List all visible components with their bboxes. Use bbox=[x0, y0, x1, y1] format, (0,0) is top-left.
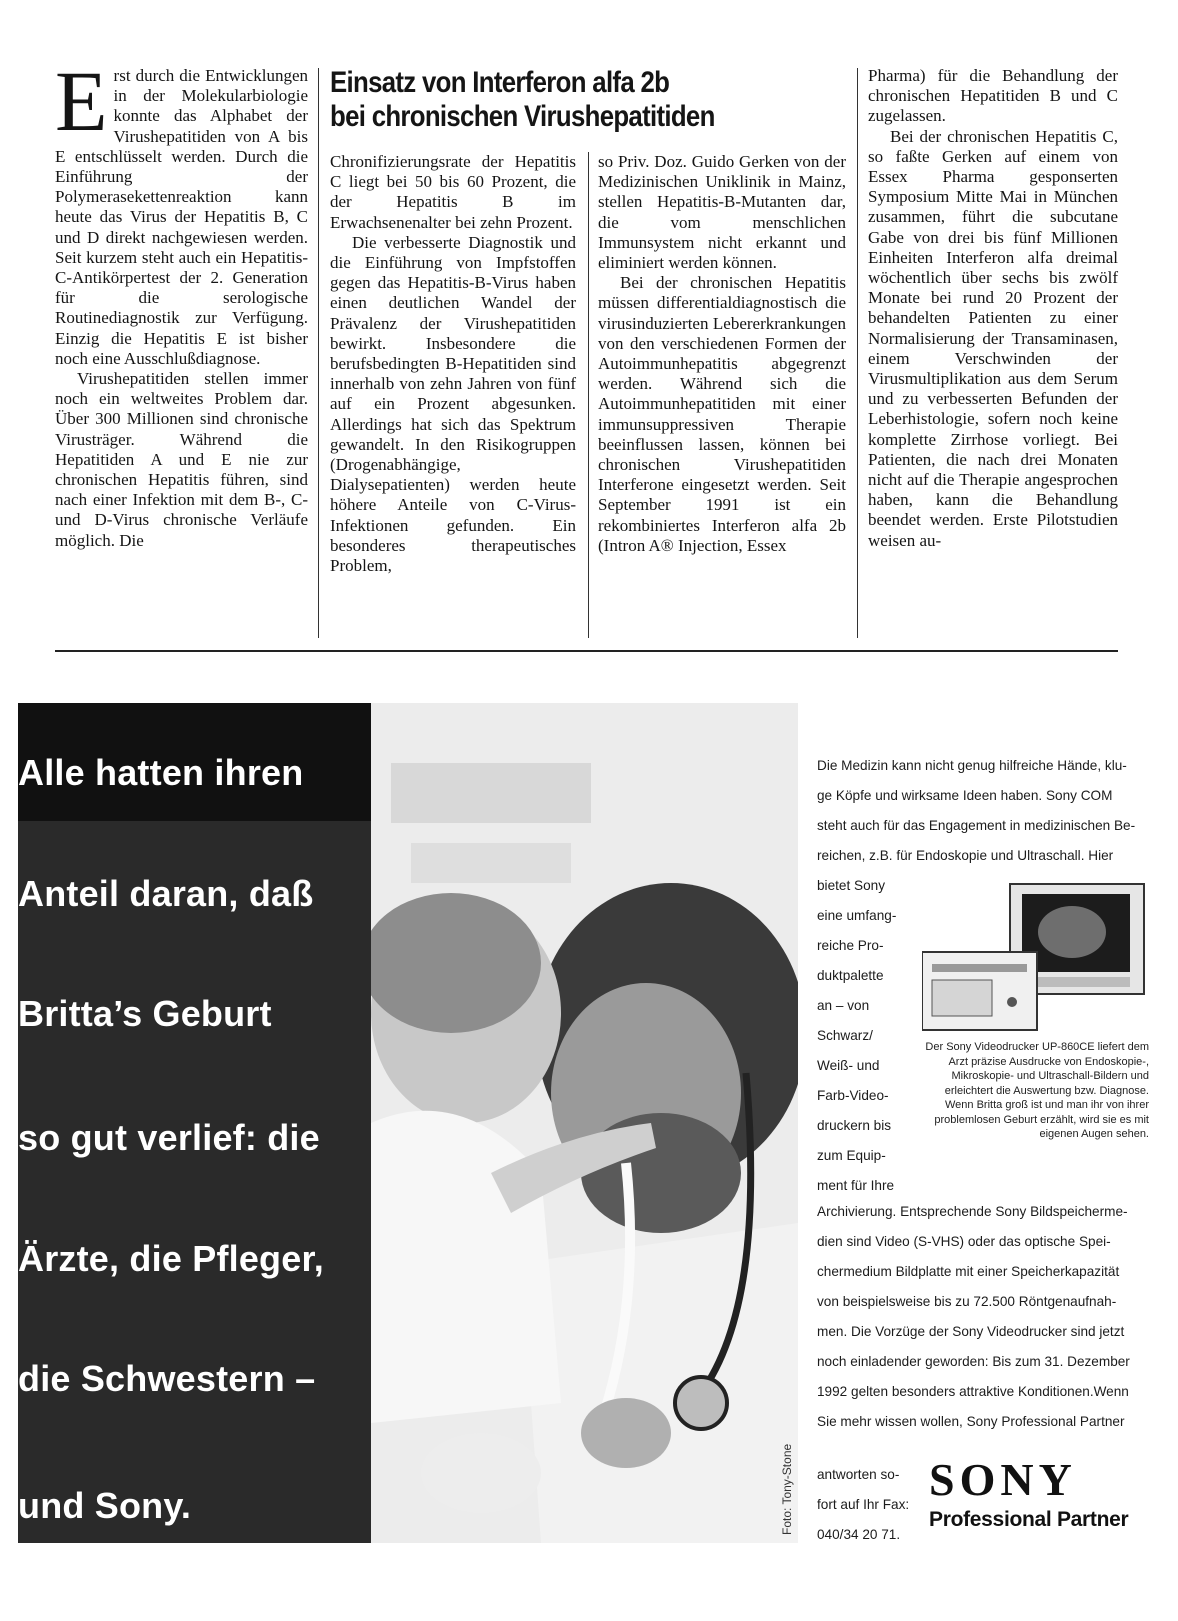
ad-text-line: Archivierung. Entsprechende Sony Bildspeicherme- bbox=[817, 1204, 1128, 1219]
fax-contact bbox=[817, 1460, 909, 1550]
article-paragraph: Bei der chronischen Hepatitis müssen differentialdiagnostisch die virusinduzierten Lebererkrankungen von den verschiedenen Formen der Autoimmunhepatitis abgegrenzt werden. Während sich die Autoimmunhepatitiden mit einer immunsuppressiven Therapie beeinflussen lassen, können bei chronischen Virushepatitiden Interferone eingesetzt werden. Seit September 1991 ist ein rekombiniertes Interferon alfa 2b (Intron A® Injection, Essex bbox=[598, 273, 846, 555]
fax-number: 040/34 20 71. bbox=[817, 1527, 901, 1542]
sony-logo: SONY bbox=[929, 1454, 1077, 1505]
article-column-3 bbox=[598, 152, 846, 556]
ad-photo bbox=[371, 703, 798, 1543]
drop-cap: E bbox=[55, 53, 108, 149]
ad-text-line: Schwarz/ bbox=[817, 1028, 873, 1043]
ad-text-line: ge Köpfe und wirksame Ideen haben. Sony COM bbox=[817, 788, 1113, 803]
ad-text-line: druckern bis bbox=[817, 1118, 892, 1133]
article-paragraph: Die verbesserte Diagnostik und die Einführung von Impfstoffen gegen das Hepatitis-B-Virus haben einen deutlichen Wandel der Prävalenz der Virushepatitiden bewirkt. Insbesondere die berufsbedingten B-Hepatitiden sind innerhalb von zehn Jahren von fünf auf ein Prozent abgesunken. Allerdings hat sich das Spektrum gewandelt. In den Risikogruppen (Drogenabhängige, Dialysepatienten) werden heute höhere Anteile von C-Virus-Infektionen gefunden. Ein besonderes therapeutisches Problem, bbox=[330, 232, 576, 576]
ad-text-line: 1992 gelten besonders attraktive Konditionen.Wenn bbox=[817, 1384, 1129, 1399]
doctor-baby-photo bbox=[371, 703, 798, 1543]
ad-slogan-line: Ärzte, die Pfleger, bbox=[18, 1238, 324, 1279]
article-paragraph: Bei der chronischen Hepatitis C, so faßte Gerken auf einem von Essex Pharma gesponserten Symposium Mitte Mai in München zusammen, führt die subcutane Gabe von drei bis fünf Millionen Einheiten Interferon alfa dreimal wöchentlich über sechs bis zwölf Monate bei rund 20 Prozent der behandelten Patienten zu einer Normalisierung der Transaminasen, einem Verschwinden der Virusmultiplikation aus dem Serum und zu verbesserten Befunden der Leberhistologie, sofern noch keine komplette Zirrhose vorliegt. Bei Patienten, die nach drei Monaten nicht auf die Therapie angesprochen haben, kann die Behandlung beendet werden. Erste Pilotstudien weisen au- bbox=[868, 126, 1118, 550]
ad-body-bottom bbox=[817, 1197, 1149, 1437]
monitor-printer-icon bbox=[922, 882, 1148, 1032]
ad-slogan-line: so gut verlief: die bbox=[18, 1117, 320, 1158]
ad-slogan-line: und Sony. bbox=[18, 1485, 192, 1526]
ad-text-line: duktpalette bbox=[817, 968, 884, 983]
ad-text-line: bietet Sony bbox=[817, 878, 886, 893]
ad-text-line: noch einladender geworden: Bis zum 31. Dezember bbox=[817, 1354, 1130, 1369]
article-paragraph: rst durch die Entwicklungen in der Molekularbiologie konnte das Alphabet der Virushepatitiden von A bis E entschlüsselt werden. Durch die Einführung der Polymerasekettenreaktion kann heute das Virus der Hepatitis B, C und D direkt nachgewiesen werden. Seit kurzem steht auch ein Hepatitis-C-Antikörpertest der 2. Generation für die serologische Routinediagnostik zur Verfügung. Einzig die Hepatitis E ist bisher noch eine Ausschlußdiagnose. bbox=[55, 66, 308, 368]
ad-text-line: Sie mehr wissen wollen, Sony Professional Partner bbox=[817, 1414, 1125, 1429]
ad-body-narrow bbox=[817, 871, 917, 1201]
article-paragraph: Chronifizierungsrate der Hepatitis C liegt bei 50 bis 60 Prozent, die der Hepatitis B im Erwachsenenalter bei zehn Prozent. bbox=[330, 152, 576, 232]
ad-text-line: zum Equip- bbox=[817, 1148, 886, 1163]
article-headline bbox=[330, 66, 777, 134]
ad-text-line: an – von bbox=[817, 998, 870, 1013]
column-divider bbox=[588, 152, 589, 638]
ad-slogan-line: Britta’s Geburt bbox=[18, 993, 272, 1034]
ad-text-line: Die Medizin kann nicht genug hilfreiche Hände, klu- bbox=[817, 758, 1127, 773]
ad-text-line: reiche Pro- bbox=[817, 938, 884, 953]
ad-text-line: dien sind Video (S-VHS) oder das optische Spei- bbox=[817, 1234, 1111, 1249]
ad-text-line: antworten so- bbox=[817, 1467, 900, 1482]
ad-slogan-panel-lower bbox=[18, 821, 371, 1543]
ad-text-line: Weiß- und bbox=[817, 1058, 880, 1073]
column-divider bbox=[857, 68, 858, 638]
ad-text-line: chermedium Bildplatte mit einer Speicherkapazität bbox=[817, 1264, 1120, 1279]
article-column-1 bbox=[55, 53, 308, 551]
photo-credit: Foto: Tony-Stone bbox=[780, 1443, 794, 1535]
section-divider bbox=[55, 650, 1118, 652]
ad-text-line: steht auch für das Engagement in medizinischen Be- bbox=[817, 818, 1136, 833]
article-column-4 bbox=[868, 66, 1118, 551]
ad-text-line: ment für Ihre bbox=[817, 1178, 895, 1193]
headline-line-2: bei chronischen Virushepatitiden bbox=[330, 100, 715, 133]
headline-line-1: Einsatz von Interferon alfa 2b bbox=[330, 66, 670, 99]
ad-text-line: eine umfang- bbox=[817, 908, 897, 923]
ad-text-line: von beispielsweise bis zu 72.500 Röntgenaufnah- bbox=[817, 1294, 1117, 1309]
article-column-2 bbox=[330, 152, 576, 576]
article-paragraph: Pharma) für die Behandlung der chronischen Hepatitiden B und C zugelassen. bbox=[868, 66, 1118, 126]
sony-tagline: Professional Partner bbox=[929, 1508, 1129, 1531]
product-caption: Der Sony Videodrucker UP-860CE liefert dem Arzt präzise Ausdrucke von Endoskopie-, Mikroskopie- und Ultraschall-Bildern und erleichtert die Auswertung bzw. Diagnose. Wenn Britta groß ist und man ihr von ihrer problemlosen Geburt erzählt, wird sie es mit eigenen Augen sehen. bbox=[925, 1041, 1149, 1140]
ad-text-line: reichen, z.B. für Endoskopie und Ultraschall. Hier bbox=[817, 848, 1114, 863]
ad-text-line: fort auf Ihr Fax: bbox=[817, 1497, 910, 1512]
ad-slogan-line: die Schwestern – bbox=[18, 1358, 316, 1399]
ad-text-line: men. Die Vorzüge der Sony Videodrucker sind jetzt bbox=[817, 1324, 1125, 1339]
video-printer-image bbox=[922, 882, 1148, 1032]
ad-slogan-line: Alle hatten ihren bbox=[18, 752, 304, 793]
article-paragraph: so Priv. Doz. Guido Gerken von der Medizinischen Uniklinik in Mainz, stellen Hepatitis-B-Mutanten dar, die vom menschlichen Immunsystem nicht erkannt und eliminiert werden können. bbox=[598, 152, 846, 273]
column-divider bbox=[318, 68, 319, 638]
ad-slogan-line: Anteil daran, daß bbox=[18, 873, 314, 914]
ad-text-line: Farb-Video- bbox=[817, 1088, 889, 1103]
ad-body-top bbox=[817, 751, 1149, 871]
article-paragraph: Virushepatitiden stellen immer noch ein weltweites Problem dar. Über 300 Millionen sind chronische Virusträger. Während die Hepatitiden A und E nie zur chronischen Hepatitis führen, sind nach einer Infektion mit dem B-, C- und D-Virus chronische Verläufe möglich. Die bbox=[55, 369, 308, 550]
